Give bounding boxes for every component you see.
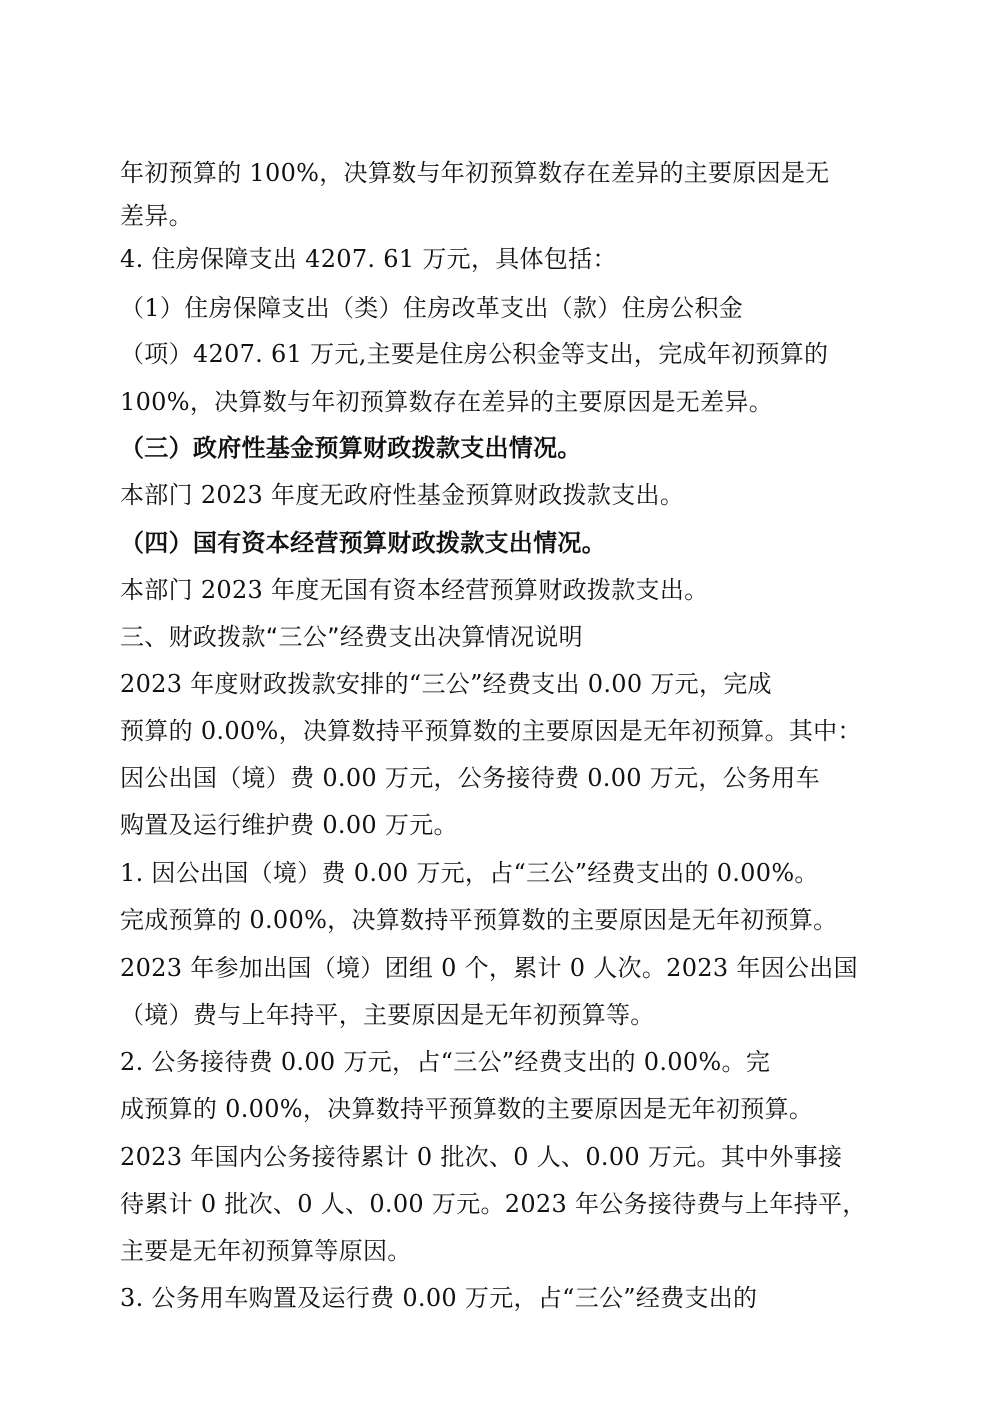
item-3: 3. 公务用车购置及运行费 0.00 万元，占“三公”经费支出的 bbox=[120, 1284, 758, 1312]
line-13: 预算的 0.00%，决算数持平预算数的主要原因是无年初预算。其中： bbox=[120, 717, 862, 745]
line-17: 完成预算的 0.00%，决算数持平预算数的主要原因是无年初预算。 bbox=[120, 906, 838, 934]
item-1: 1. 因公出国（境）费 0.00 万元，占“三公”经费支出的 0.00%。 bbox=[120, 859, 819, 887]
line-8: 本部门 2023 年度无政府性基金预算财政拨款支出。 bbox=[120, 481, 685, 509]
line-6: 100%，决算数与年初预算数存在差异的主要原因是无差异。 bbox=[120, 388, 774, 416]
line-18: 2023 年参加出国（境）团组 0 个，累计 0 人次。2023 年因公出国 bbox=[120, 954, 858, 982]
line-22: 2023 年国内公务接待累计 0 批次、0 人、0.00 万元。其中外事接 bbox=[120, 1143, 843, 1171]
line-1: 年初预算的 100%，决算数与年初预算数存在差异的主要原因是无 bbox=[120, 159, 830, 187]
line-2: 差异。 bbox=[120, 202, 193, 230]
heading-main-3: 三、财政拨款“三公”经费支出决算情况说明 bbox=[120, 623, 583, 651]
line-15: 购置及运行维护费 0.00 万元。 bbox=[120, 811, 458, 839]
line-24: 主要是无年初预算等原因。 bbox=[120, 1237, 412, 1265]
line-23: 待累计 0 批次、0 人、0.00 万元。2023 年公务接待费与上年持平， bbox=[120, 1190, 867, 1218]
line-10: 本部门 2023 年度无国有资本经营预算财政拨款支出。 bbox=[120, 576, 709, 604]
heading-section-4: （四）国有资本经营预算财政拨款支出情况。 bbox=[120, 529, 606, 557]
heading-section-3: （三）政府性基金预算财政拨款支出情况。 bbox=[120, 434, 582, 462]
housing-item-4: 4. 住房保障支出 4207. 61 万元，具体包括： bbox=[120, 245, 617, 273]
line-12: 2023 年度财政拨款安排的“三公”经费支出 0.00 万元，完成 bbox=[120, 670, 772, 698]
item-2: 2. 公务接待费 0.00 万元，占“三公”经费支出的 0.00%。完 bbox=[120, 1048, 771, 1076]
housing-subitem-1: （1）住房保障支出（类）住房改革支出（款）住房公积金 bbox=[120, 294, 744, 322]
line-19: （境）费与上年持平，主要原因是无年初预算等。 bbox=[120, 1001, 655, 1029]
line-14: 因公出国（境）费 0.00 万元，公务接待费 0.00 万元，公务用车 bbox=[120, 764, 820, 792]
line-21: 成预算的 0.00%，决算数持平预算数的主要原因是无年初预算。 bbox=[120, 1095, 814, 1123]
line-5: （项）4207. 61 万元,主要是住房公积金等支出，完成年初预算的 bbox=[120, 340, 829, 368]
